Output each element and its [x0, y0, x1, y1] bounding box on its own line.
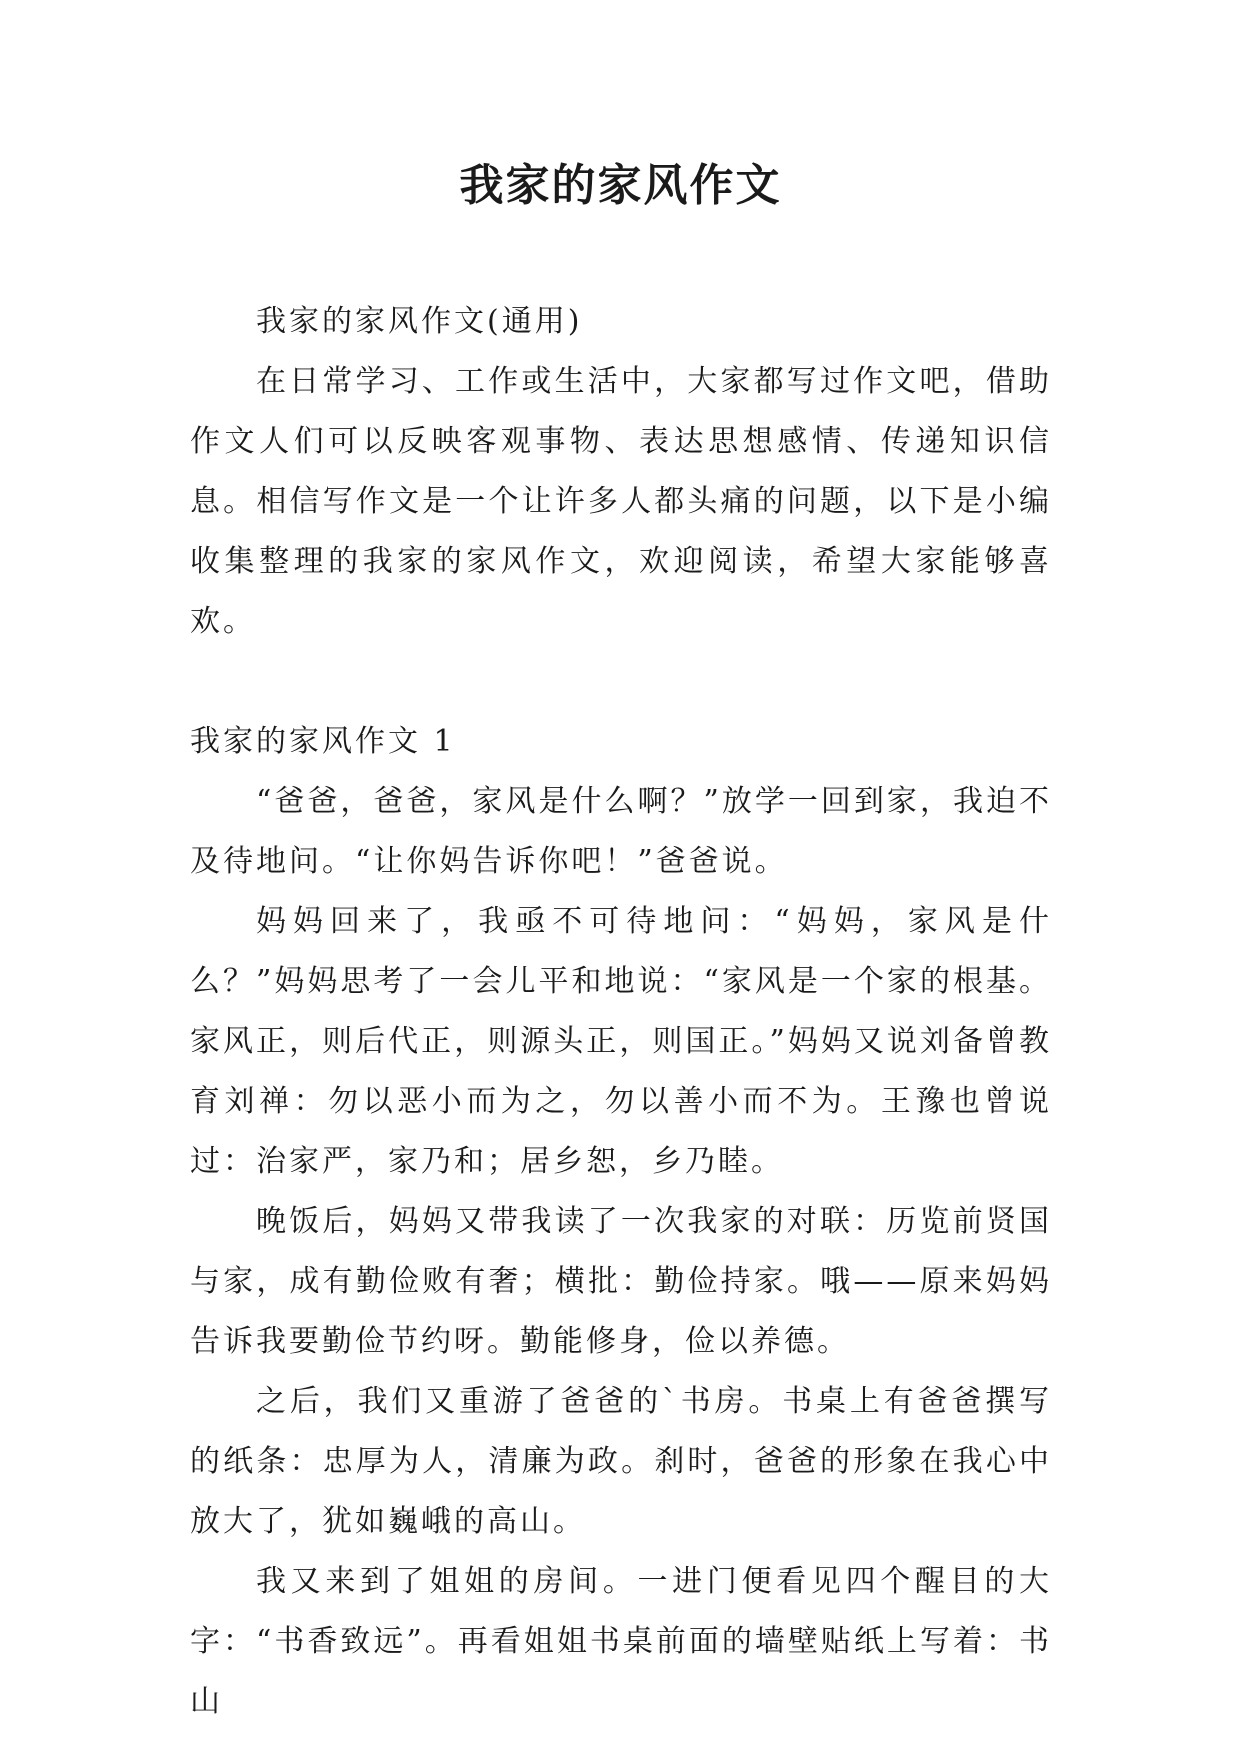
document-body	[190, 292, 1052, 1732]
body-paragraph: 妈妈回来了，我亟不可待地问：“妈妈，家风是什么？”妈妈思考了一会儿平和地说：“家风是一个家的根基。家风正，则后代正，则源头正，则国正。”妈妈又说刘备曾教育刘禅：勿以恶小而为之，勿以善小而不为。王豫也曾说过：治家严，家乃和；居乡恕，乡乃睦。	[190, 904, 1052, 1179]
section-heading: 我家的家风作文 1	[190, 724, 456, 759]
document-title: 我家的家风作文	[459, 160, 782, 211]
intro-paragraph: 在日常学习、工作或生活中，大家都写过作文吧，借助作文人们可以反映客观事物、表达思想感情、传递知识信息。相信写作文是一个让许多人都头痛的问题，以下是小编收集整理的我家的家风作文，欢迎阅读，希望大家能够喜欢。	[190, 364, 1052, 639]
body-paragraph: “爸爸，爸爸，家风是什么啊？”放学一回到家，我迫不及待地问。“让你妈告诉你吧！”爸爸说。	[190, 784, 1052, 879]
body-paragraph: 晚饭后，妈妈又带我读了一次我家的对联：历览前贤国与家，成有勤俭败有奢；横批：勤俭持家。哦——原来妈妈告诉我要勤俭节约呀。勤能修身，俭以养德。	[190, 1204, 1052, 1359]
body-paragraph: 之后，我们又重游了爸爸的`书房。书桌上有爸爸撰写的纸条：忠厚为人，清廉为政。刹时，爸爸的形象在我心中放大了，犹如巍峨的高山。	[190, 1384, 1052, 1539]
intro-line: 我家的家风作文(通用)	[256, 304, 583, 339]
body-paragraph: 我又来到了姐姐的房间。一进门便看见四个醒目的大字：“书香致远”。再看姐姐书桌前面的墙壁贴纸上写着：书山	[190, 1564, 1052, 1719]
